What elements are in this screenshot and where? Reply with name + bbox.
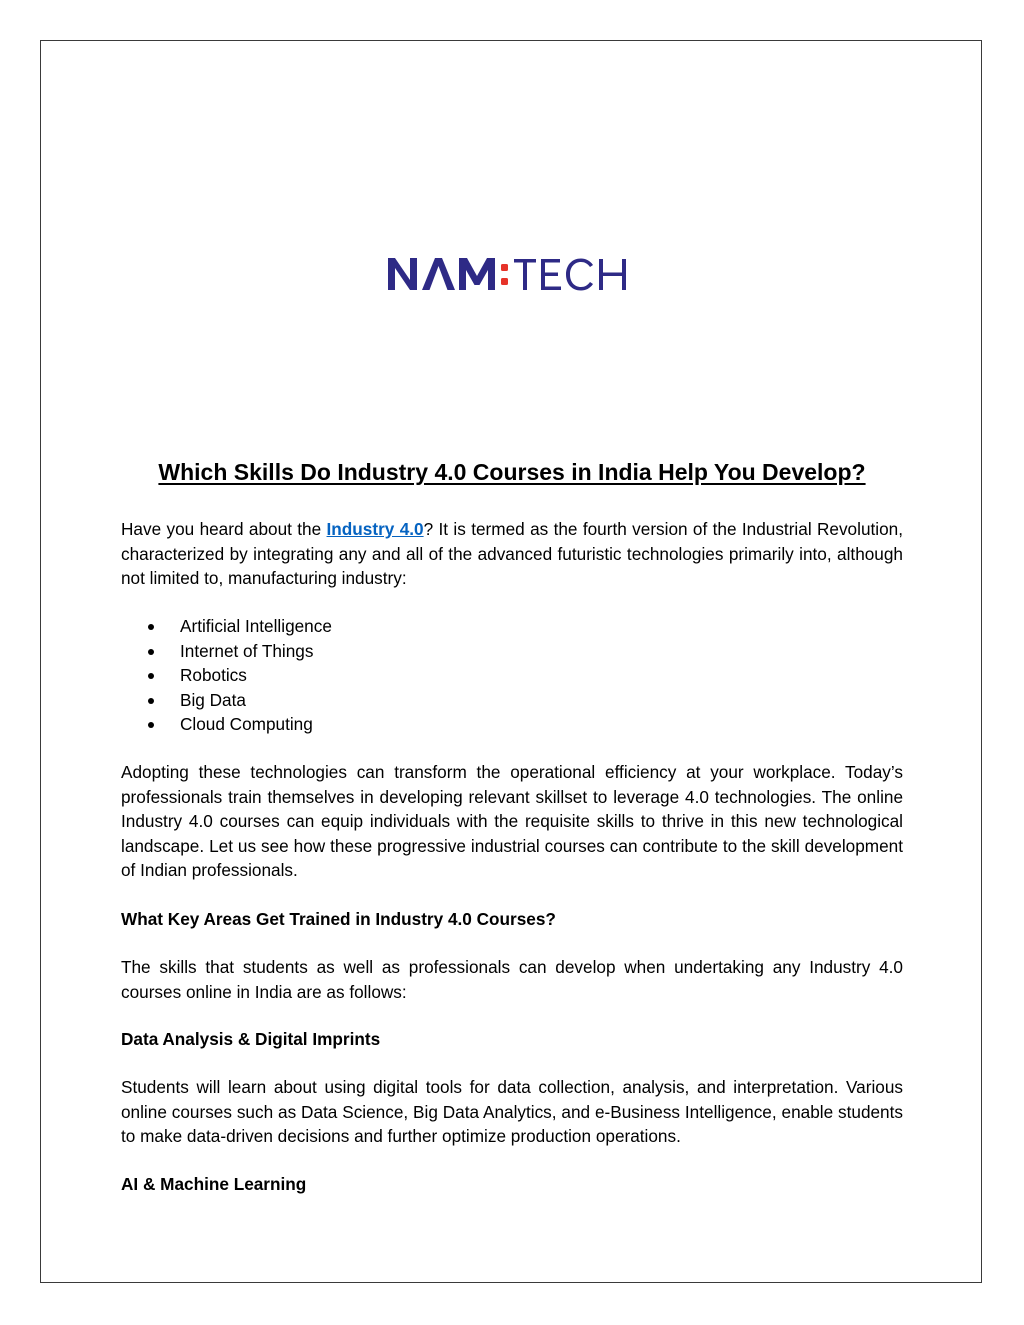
- intro-text-after: ? It is termed as the fourth version of the Industrial Revolution, characterized by integrating any and all of the advanced futuristic technologies primarily into, although not limited to, manufacturing industry:: [121, 519, 903, 588]
- bullet-icon: [148, 722, 154, 728]
- adopting-paragraph: Adopting these technologies can transform the operational efficiency at your workplace. Today’s professionals train themselves in developing relevant skillset to leverage 4.0 technologies. The online Industry 4.0 courses can equip individuals with the requisite skills to thrive in this new technological landscape. Let us see how these progressive industrial courses can contribute to the skill development of Indian professionals.: [121, 762, 903, 880]
- data-analysis-paragraph: Students will learn about using digital tools for data collection, analysis, and interpretation. Various online courses such as Data Science, Big Data Analytics, and e-Business Intelligence, enable students to make data-driven decisions and further optimize production operations.: [121, 1077, 903, 1146]
- data-analysis-heading: Data Analysis & Digital Imprints: [121, 1029, 381, 1049]
- list-item: [121, 639, 332, 664]
- list-item-text: Robotics: [180, 665, 247, 685]
- ai-heading: AI & Machine Learning: [121, 1174, 307, 1194]
- key-areas-heading: What Key Areas Get Trained in Industry 4.0 Courses?: [121, 909, 556, 929]
- bullet-icon: [148, 698, 154, 704]
- intro-paragraph: [121, 517, 903, 591]
- page-title: Which Skills Do Industry 4.0 Courses in India Help You Develop?: [158, 459, 866, 485]
- list-item: [121, 663, 332, 688]
- list-item-text: Big Data: [180, 689, 246, 710]
- bullet-icon: [148, 649, 154, 655]
- list-item: [121, 614, 332, 639]
- industry-4-link[interactable]: Industry 4.0: [326, 519, 424, 539]
- list-item: [121, 712, 332, 737]
- skills-paragraph: The skills that students as well as professionals can develop when undertaking any Industry 4.0 courses online in India are as follows:: [121, 957, 903, 1002]
- technologies-list: [121, 614, 332, 737]
- list-item-text: Artificial Intelligence: [180, 616, 332, 636]
- bullet-icon: [148, 673, 154, 679]
- intro-text-before: Have you heard about the: [121, 519, 327, 539]
- list-item: [121, 688, 332, 713]
- namtech-logo-graphic: [386, 256, 634, 292]
- bullet-icon: [148, 624, 154, 630]
- list-item-text: Internet of Things: [180, 640, 314, 661]
- list-item-text: Cloud Computing: [180, 714, 313, 734]
- namtech-logo: [386, 256, 634, 292]
